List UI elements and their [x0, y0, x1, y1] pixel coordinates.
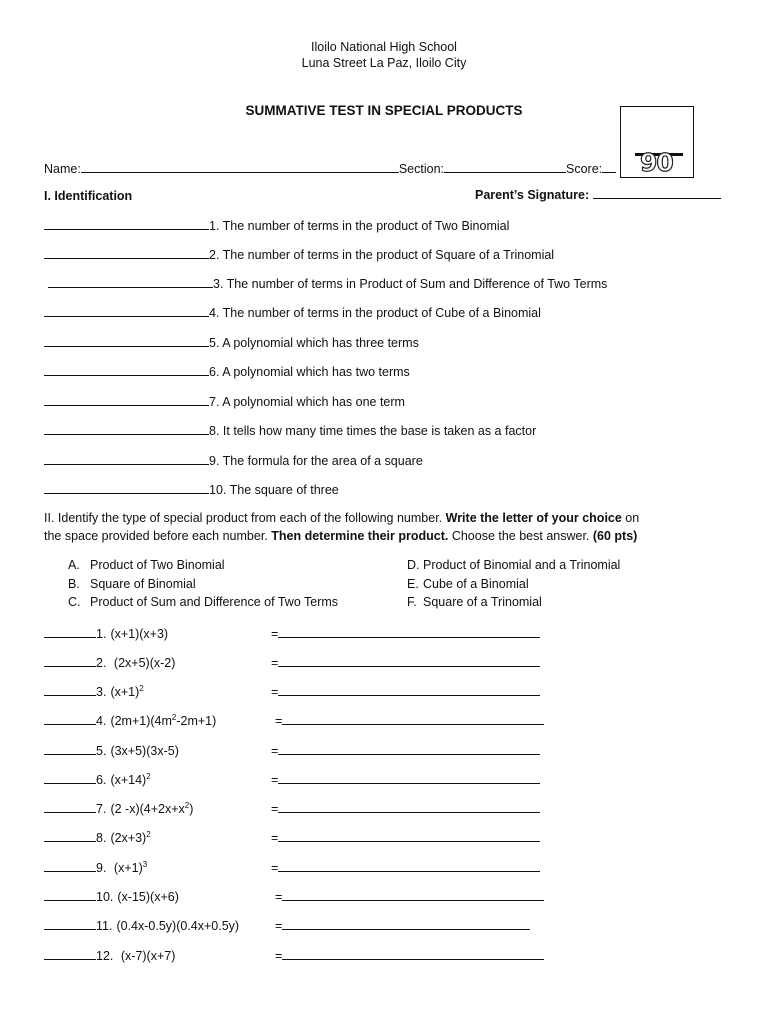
letter-blank[interactable] [44, 772, 96, 784]
identification-item [44, 394, 405, 409]
score-total: 90 [640, 148, 673, 177]
special-product-item [44, 889, 179, 904]
expression: (x-15)(x+6) [117, 890, 179, 904]
special-product-item [44, 801, 193, 816]
item-text: 7. A polynomial which has one term [209, 395, 405, 409]
identification-item [48, 276, 607, 291]
choice-text: Cube of a Binomial [423, 577, 529, 591]
item-number: 7. [96, 802, 107, 816]
test-title: SUMMATIVE TEST IN SPECIAL PRODUCTS [245, 103, 523, 118]
product-answer[interactable] [271, 626, 540, 641]
expression: -2m+1) [176, 714, 217, 728]
letter-blank[interactable] [44, 626, 96, 638]
choice-letter: C. [68, 595, 81, 609]
choice-text: Product of Sum and Difference of Two Terms [90, 595, 339, 609]
item-number: 3. [96, 685, 107, 699]
expression: (x+1)(x+3) [110, 627, 169, 641]
equals-sign: = [271, 861, 279, 875]
product-blank[interactable] [278, 743, 540, 755]
parent-signature-blank[interactable] [593, 187, 721, 199]
equals-sign: = [271, 802, 279, 816]
equals-sign: = [275, 919, 283, 933]
special-product-item [44, 918, 239, 933]
parent-signature-label: Parent’s Signature: [475, 188, 590, 202]
answer-blank[interactable] [48, 276, 213, 288]
item-text: 3. The number of terms in Product of Sum and Difference of Two Terms [213, 277, 608, 291]
identification-item [44, 305, 541, 320]
expression: (0.4x-0.5y)(0.4x+0.5y) [116, 919, 240, 933]
answer-blank[interactable] [44, 482, 209, 494]
expression: (3x+5)(3x-5) [110, 744, 179, 758]
item-number: 4. [96, 714, 107, 728]
product-answer[interactable] [271, 772, 540, 787]
expression: (x+14) [110, 773, 147, 787]
choice-item [407, 595, 542, 609]
instr-bold: Then determine their product. [271, 529, 449, 543]
product-blank[interactable] [282, 918, 530, 930]
product-answer[interactable] [271, 655, 540, 670]
product-blank[interactable] [278, 626, 540, 638]
special-product-item [44, 743, 179, 758]
equals-sign: = [271, 831, 279, 845]
identification-item [44, 218, 509, 233]
product-answer[interactable] [271, 743, 540, 758]
instr-text: the space provided before each number. [44, 529, 272, 543]
special-product-item [44, 830, 151, 845]
school-name: Iloilo National High School [311, 40, 457, 54]
choice-letter: D. [407, 558, 420, 572]
exponent: 2 [171, 713, 177, 722]
expression: (x+1) [110, 685, 140, 699]
choice-letter: E. [407, 577, 419, 591]
letter-blank[interactable] [44, 860, 96, 872]
instr-text: on [621, 511, 640, 525]
item-text: 10. The square of three [209, 483, 339, 497]
expression: (2m+1)(4m [110, 714, 172, 728]
special-product-item [44, 626, 168, 641]
product-blank[interactable] [278, 830, 540, 842]
equals-sign: = [271, 744, 279, 758]
part1-heading: I. Identification [44, 189, 133, 203]
choice-item [407, 577, 529, 591]
item-number: 1. [96, 627, 107, 641]
letter-blank[interactable] [44, 830, 96, 842]
choice-text: Square of Binomial [90, 577, 196, 591]
choice-item [68, 595, 338, 609]
equals-sign: = [275, 890, 283, 904]
letter-blank[interactable] [44, 684, 96, 696]
choice-letter: B. [68, 577, 80, 591]
item-number: 11. [96, 919, 113, 933]
school-address: Luna Street La Paz, Iloilo City [301, 56, 467, 70]
score-blank[interactable] [602, 161, 616, 173]
identification-item [44, 453, 423, 468]
expression: (2 -x)(4+2x+x [110, 802, 185, 816]
choice-item [407, 558, 620, 572]
section-label: Section: [398, 162, 444, 176]
product-answer[interactable] [275, 713, 544, 728]
score-label: Score: [566, 162, 603, 176]
product-answer[interactable] [275, 889, 544, 904]
answer-blank[interactable] [44, 394, 209, 406]
exponent: 2 [146, 772, 151, 781]
part2-instruction-line2 [44, 529, 637, 543]
item-number: 10. [96, 890, 114, 904]
equals-sign: = [275, 714, 283, 728]
identification-item [44, 482, 339, 497]
product-blank[interactable] [278, 772, 540, 784]
item-text: 5. A polynomial which has three terms [209, 336, 419, 350]
special-product-item [44, 684, 144, 699]
answer-blank[interactable] [44, 218, 209, 230]
expression: ) [189, 802, 194, 816]
equals-sign: = [271, 773, 279, 787]
product-blank[interactable] [282, 889, 544, 901]
answer-blank[interactable] [44, 453, 209, 465]
section-blank[interactable] [444, 161, 566, 173]
item-number: 5. [96, 744, 107, 758]
instr-text: II. Identify the type of special product from each of the following number. [44, 511, 446, 525]
special-product-item [44, 655, 175, 670]
special-product-item [44, 772, 151, 787]
equals-sign: = [271, 685, 279, 699]
identification-item [44, 335, 419, 350]
equals-sign: = [271, 656, 279, 670]
exponent: 2 [146, 830, 151, 839]
letter-blank[interactable] [44, 801, 96, 813]
item-number: 9. [96, 861, 107, 875]
special-product-item [44, 860, 147, 875]
name-label: Name: [44, 162, 81, 176]
identification-item [44, 364, 410, 379]
answer-blank[interactable] [44, 305, 209, 317]
expression: (x-7)(x+7) [117, 949, 176, 963]
product-answer[interactable] [275, 948, 544, 963]
special-product-item [44, 948, 175, 963]
identification-item [44, 423, 536, 438]
part2-instruction-line1 [44, 511, 639, 525]
product-answer[interactable] [271, 801, 540, 816]
answer-blank[interactable] [44, 364, 209, 376]
exponent: 2 [139, 684, 144, 693]
product-blank[interactable] [278, 655, 540, 667]
answer-blank[interactable] [44, 335, 209, 347]
item-number: 2. [96, 656, 107, 670]
product-blank[interactable] [278, 860, 540, 872]
equals-sign: = [271, 627, 279, 641]
product-blank[interactable] [282, 948, 544, 960]
expression: (2x+3) [110, 831, 147, 845]
instr-bold: Write the letter of your choice [445, 511, 622, 525]
product-blank[interactable] [282, 713, 544, 725]
exponent: 2 [184, 801, 190, 810]
item-text: 2. The number of terms in the product of Square of a Trinomial [209, 248, 555, 262]
product-answer[interactable] [275, 918, 530, 933]
expression: (2x+5)(x-2) [110, 656, 176, 670]
letter-blank[interactable] [44, 655, 96, 667]
choice-letter: A. [68, 558, 80, 572]
special-product-item [44, 713, 216, 728]
letter-blank[interactable] [44, 713, 96, 725]
item-text: 6. A polynomial which has two terms [209, 365, 410, 379]
choice-text: Square of a Trinomial [423, 595, 542, 609]
answer-blank[interactable] [44, 423, 209, 435]
product-answer[interactable] [271, 860, 540, 875]
choice-text: Product of Two Binomial [90, 558, 225, 572]
letter-blank[interactable] [44, 918, 96, 930]
item-number: 12. [96, 949, 114, 963]
answer-blank[interactable] [44, 247, 209, 259]
choice-letter: F. [407, 595, 417, 609]
name-blank[interactable] [81, 161, 399, 173]
points-label: (60 pts) [592, 529, 638, 543]
item-text: 4. The number of terms in the product of Cube of a Binomial [209, 306, 541, 320]
equals-sign: = [275, 949, 283, 963]
identification-item [44, 247, 554, 262]
parent-signature-field[interactable] [475, 187, 721, 202]
product-answer[interactable] [271, 684, 540, 699]
name-field[interactable] [44, 161, 616, 176]
product-blank[interactable] [278, 684, 540, 696]
choice-item [68, 577, 196, 591]
choice-item [68, 558, 225, 572]
item-text: 9. The formula for the area of a square [209, 454, 423, 468]
expression: (x+1) [110, 861, 143, 875]
product-answer[interactable] [271, 830, 540, 845]
item-text: 8. It tells how many time times the base is taken as a factor [209, 424, 537, 438]
product-blank[interactable] [278, 801, 540, 813]
item-text: 1. The number of terms in the product of Two Binomial [209, 219, 510, 233]
letter-blank[interactable] [44, 743, 96, 755]
item-number: 8. [96, 831, 107, 845]
letter-blank[interactable] [44, 889, 96, 901]
item-number: 6. [96, 773, 107, 787]
letter-blank[interactable] [44, 948, 96, 960]
instr-text: Choose the best answer. [448, 529, 593, 543]
exponent: 3 [142, 860, 148, 869]
choice-text: Product of Binomial and a Trinomial [423, 558, 621, 572]
